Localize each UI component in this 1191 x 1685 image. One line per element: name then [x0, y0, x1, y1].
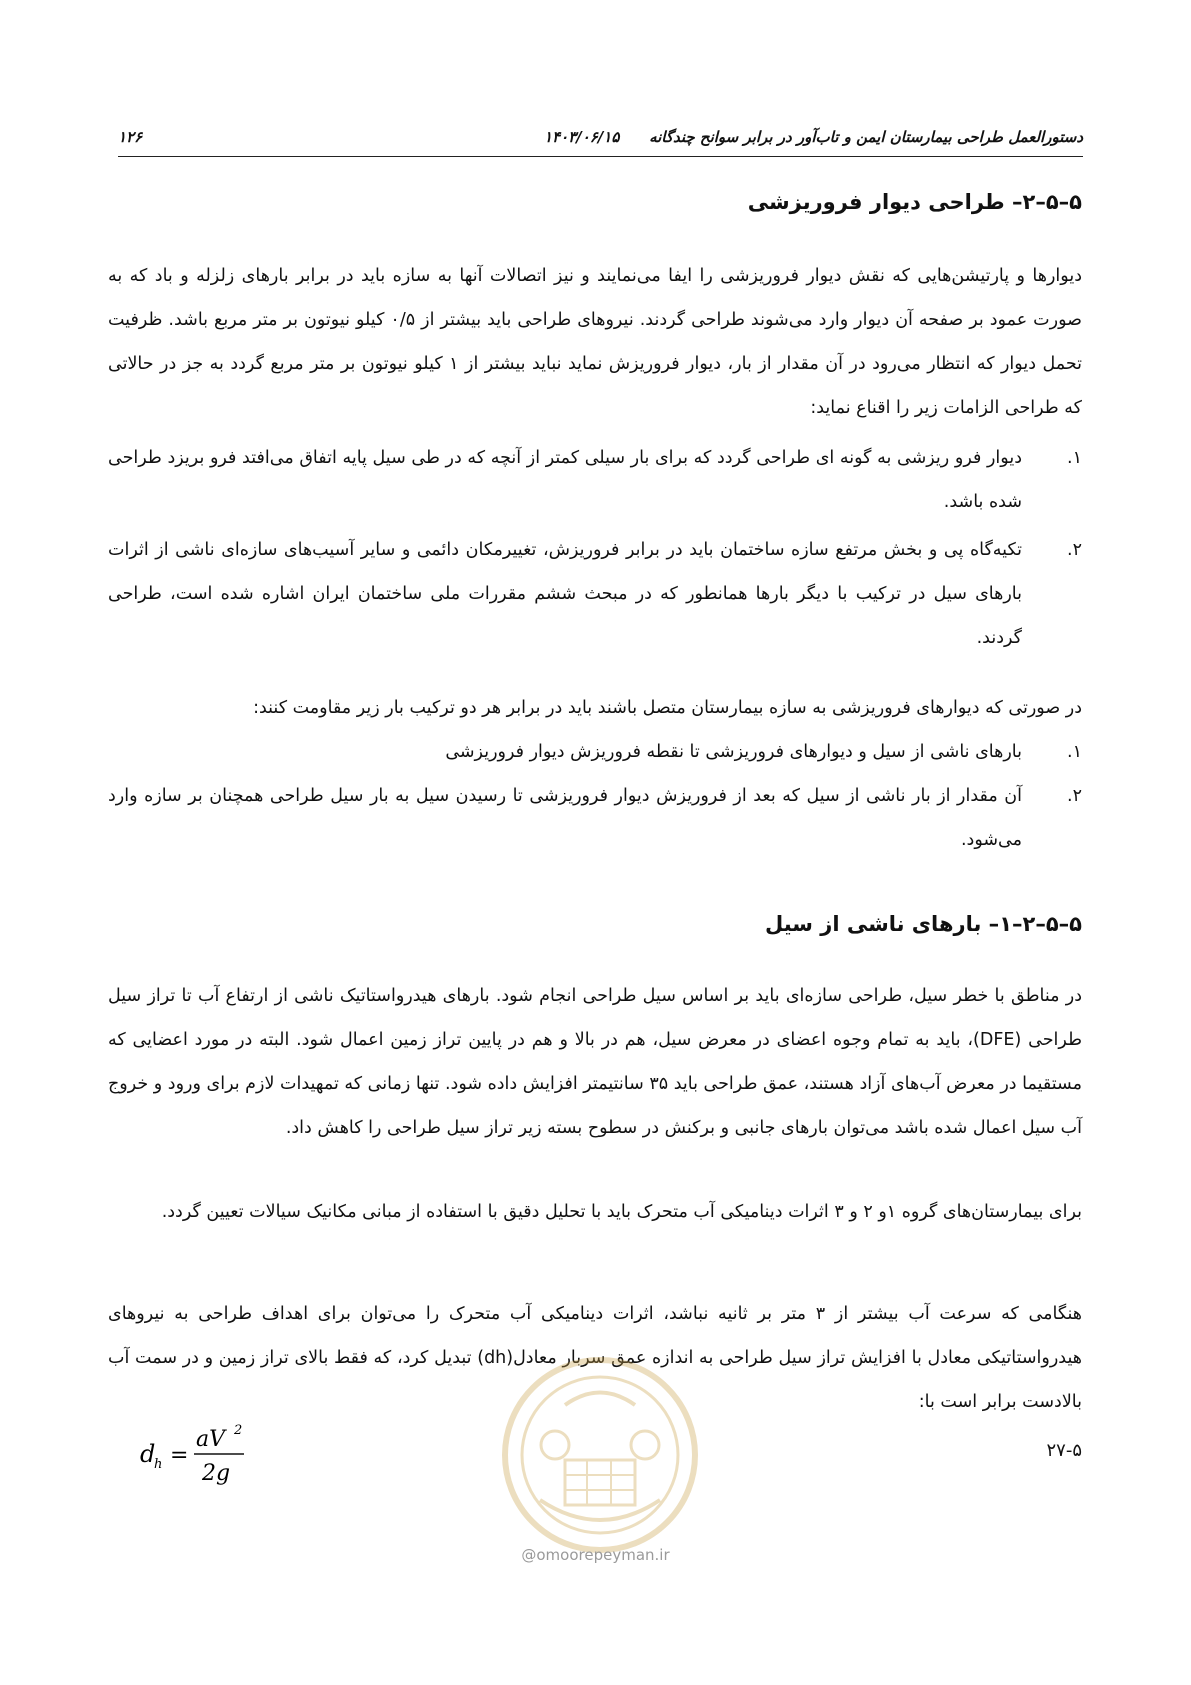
header-rule [118, 156, 1083, 157]
list-number: ۱. [1067, 742, 1082, 762]
watermark-text: @omoorepeyman.ir [521, 1546, 670, 1564]
list-text: دیوار فرو ریزشی به گونه ای طراحی گردد که برای بار سیلی کمتر از آنچه که در طی سیل پایه اتفاق می‌افتد فرو بریزد طراحی شده باشد. [108, 448, 1022, 512]
list-item [108, 730, 1082, 774]
condition-text: در صورتی که دیوارهای فروریزشی به سازه بیمارستان متصل باشند باید در برابر هر دو ترکیب بار زیر مقاومت کنند: [253, 698, 1082, 718]
eq-lhs-sub: h [154, 1457, 163, 1472]
section-heading: ۵–۵–۲– طراحی دیوار فروریزشی [747, 190, 1082, 214]
eq-numerator: aV [196, 1427, 226, 1452]
header-page-number: ۱۲۶ [118, 128, 143, 146]
section2-paragraph-3: هنگامی که سرعت آب بیشتر از ۳ متر بر ثانیه نباشد، اثرات دینامیکی آب متحرک را می‌توان برای اهداف طراحی به نیروهای هیدرواستاتیکی معادل با افزایش تراز سیل طراحی به اندازه عمق سربار معادل(dh) تبدیل کرد، که فقط بالای تراز زمین و در سمت آب بالادست برابر است با: [108, 1304, 1082, 1412]
section2-paragraph-2: برای بیمارستان‌های گروه ۱و ۲ و ۳ اثرات دینامیکی آب متحرک باید با تحلیل دقیق با استفاده از مبانی مکانیک سیالات تعیین گردد. [161, 1202, 1082, 1222]
header-date: ۱۴۰۳/۰۶/۱۵ [544, 128, 620, 146]
page-header [118, 128, 1083, 152]
list-item [108, 436, 1082, 524]
section2-paragraph-1: در مناطق با خطر سیل، طراحی سازه‌ای باید بر اساس سیل طراحی انجام شود. بارهای هیدرواستاتیک ناشی از ارتفاع آب تا تراز سیل طراحی (DFE)، باید به تمام وجوه اعضای در معرض سیل، هم در بالا و هم در پایین تراز زمین اعمال شود. البته در مورد اعضایی که مستقیما در معرض آب‌های آزاد هستند، عمق طراحی باید ۳۵ سانتیمتر افزایش داده شود. تنها زمانی که تمهیدات لازم برای ورود و خروج آب سیل اعمال شده باشد می‌توان بارهای جانبی و برکنش در سطوح بسته زیر تراز سیل طراحی را کاهش داد. [108, 986, 1082, 1138]
list-text: بارهای ناشی از سیل و دیوارهای فروریزشی تا نقطه فروریزش دیوار فروریزشی [445, 742, 1022, 762]
section1-paragraph: دیوارها و پارتیشن‌هایی که نقش دیوار فروریزشی را ایفا می‌نمایند و نیز اتصالات آنها به سازه باید در برابر بارهای زلزله و باد که به صورت عمود بر صفحه آن دیوار وارد می‌شوند طراحی گردند. نیروهای طراحی باید بیشتر از ۰/۵ کیلو نیوتون بر متر مربع باشد. ظرفیت تحمل دیوار که انتظار می‌رود در آن مقدار از بار، دیوار فروریزش نماید نباید بیشتر از ۱ کیلو نیوتون بر متر مربع گردد به جز در حالاتی که طراحی الزامات زیر را اقناع نماید: [108, 266, 1082, 418]
eq-lhs: d [140, 1440, 156, 1468]
watermark-logo [495, 1350, 705, 1570]
equation-formula [140, 1418, 250, 1488]
eq-denominator: 2g [202, 1461, 231, 1486]
equation-number: ۲۷-۵ [1046, 1440, 1082, 1461]
eq-equals: = [170, 1443, 189, 1468]
list-item [108, 774, 1082, 862]
subsection-heading: ۵–۵–۲–۱– بارهای ناشی از سیل [764, 912, 1082, 936]
list-text: آن مقدار از بار ناشی از سیل که بعد از فروریزش دیوار فروریزشی تا رسیدن سیل به بار سیل طراحی همچنان بر سازه وارد می‌شود. [108, 786, 1022, 850]
list-number: ۱. [1067, 448, 1082, 468]
list-number: ۲. [1067, 540, 1082, 560]
list-number: ۲. [1067, 786, 1082, 806]
list-text: تکیه‌گاه پی و بخش مرتفع سازه ساختمان باید در برابر فروریزش، تغییرمکان دائمی و سایر آسیب‌های سازه‌ای ناشی از اثرات بارهای سیل در ترکیب با دیگر بارها همانطور که در مبحث ششم مقررات ملی ساختمان ایران اشاره شده است، طراحی گردند. [108, 540, 1022, 648]
header-title: دستورالعمل طراحی بیمارستان ایمن و تاب‌آور در برابر سوانح چندگانه [649, 128, 1083, 146]
list-item [108, 528, 1082, 660]
eq-numerator-sup: 2 [234, 1423, 243, 1438]
